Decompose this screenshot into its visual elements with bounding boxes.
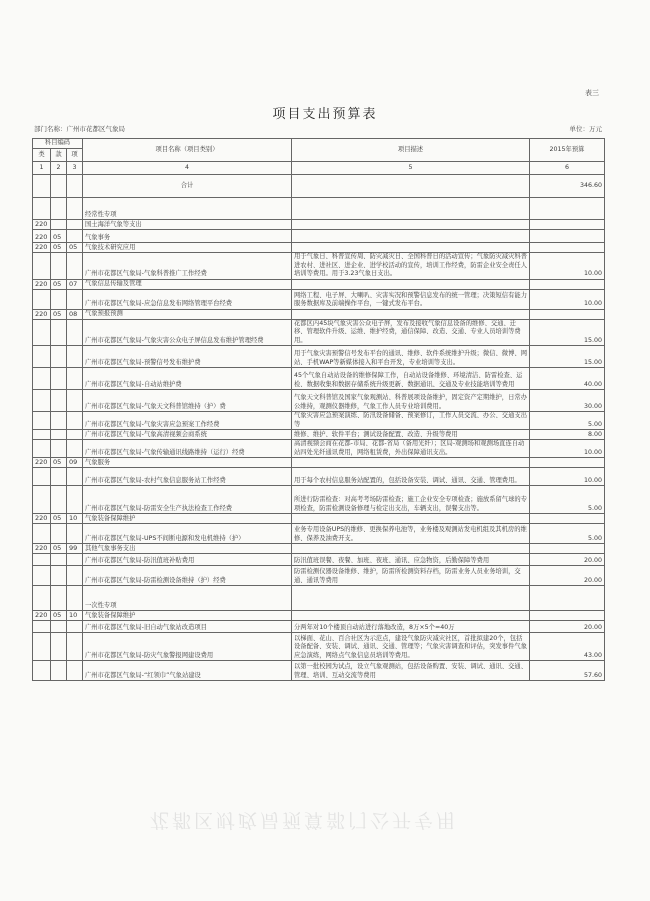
total-amount: 346.60 xyxy=(530,175,605,198)
project-amount xyxy=(530,309,605,319)
code-kuan xyxy=(51,430,67,440)
code-xiang xyxy=(67,661,83,681)
code-lei xyxy=(33,440,51,458)
project-description: 防雷检测仪器设备维修、维护，防雷所检测资料存档，防雷业务人员业务培训，交通、通讯等费用 xyxy=(292,566,530,586)
project-description: 业务专用设备UPS的维修、更换保养电池等，业务楼及观测站发电机组及其机房的维修、保养及油费开支。 xyxy=(292,524,530,544)
code-lei: 220 xyxy=(33,220,51,230)
category-row xyxy=(33,611,605,621)
project-row xyxy=(33,486,605,514)
project-name: 广州市花都区气象局-气象传输通讯线路维持（运行）经费 xyxy=(83,440,292,458)
code-xiang xyxy=(67,468,83,486)
project-amount: 5.00 xyxy=(530,486,605,514)
project-row xyxy=(33,430,605,440)
project-row xyxy=(33,566,605,586)
project-row xyxy=(33,468,605,486)
category-name: 气象服务 xyxy=(83,458,292,468)
code-kuan: 05 xyxy=(51,458,67,468)
code-lei: 220 xyxy=(33,309,51,319)
code-xiang xyxy=(67,253,83,280)
code-kuan xyxy=(51,468,67,486)
page-title: 项目支出预算表 xyxy=(272,107,378,122)
code-lei xyxy=(33,661,51,681)
project-description: 用于每个农村信息服务站配置的，包括设备安装、调试、通讯、交通、管理费用。 xyxy=(292,468,530,486)
code-kuan: 05 xyxy=(51,611,67,621)
project-amount: 30.00 xyxy=(530,390,605,412)
code-xiang xyxy=(67,586,83,611)
code-lei xyxy=(33,566,51,586)
index-cell: 2 xyxy=(51,162,67,175)
code-lei xyxy=(33,633,51,661)
category-name: 国土海洋气象等支出 xyxy=(83,220,292,230)
category-name: 一次性专项 xyxy=(83,586,292,611)
project-description xyxy=(292,230,530,243)
project-name: 广州市花都区气象局-应急信息发布网络管理平台经费 xyxy=(83,289,292,309)
code-kuan: 05 xyxy=(51,514,67,524)
code-kuan xyxy=(51,554,67,566)
category-name: 气象装备保障维护 xyxy=(83,611,292,621)
code-lei xyxy=(33,430,51,440)
project-amount xyxy=(530,586,605,611)
project-description: 用于气象日、科普宣传周、防灾减灾日、全国科普日的活动宣传；气象防灾减灾科普进农村、进社区、进企业、进学校活动的宣传，培训工作经费，防雷企业安全责任人培训等费用。用于3.23气象日支出。 xyxy=(292,253,530,280)
category-name: 气象装备保障维护 xyxy=(83,514,292,524)
category-name: 气象信息传输及管理 xyxy=(83,279,292,289)
project-name: 广州市花都区气象局-防雷检测设备维持（护）经费 xyxy=(83,566,292,586)
code-xiang xyxy=(67,566,83,586)
project-description: 45个气象自动站设备的维修保障工作，自动站设备维修、环境清洁、防雷检查、运检、数据收集和数据存储系统升级更新、数据通讯、交通及专业技能培训等费用 xyxy=(292,368,530,390)
index-cell: 1 xyxy=(33,162,51,175)
category-name: 气象事务 xyxy=(83,230,292,243)
category-row xyxy=(33,586,605,611)
code-kuan xyxy=(51,586,67,611)
code-lei: 220 xyxy=(33,544,51,554)
project-name: 广州市花都区气象局-气象灾害公众电子屏信息发布维护管理经费 xyxy=(83,319,292,346)
project-name: 广州市花都区气象局-防雷安全生产执法检查工作经费 xyxy=(83,486,292,514)
code-kuan xyxy=(51,621,67,633)
code-xiang: 09 xyxy=(67,458,83,468)
code-kuan xyxy=(51,440,67,458)
budget-table xyxy=(32,138,605,681)
category-row xyxy=(33,198,605,220)
project-amount xyxy=(530,279,605,289)
code-kuan: 05 xyxy=(51,309,67,319)
project-description: 用于气象灾害预警信号发布平台的通讯、维修、软件系统维护升级；微信、微博、网站、手机WAP等新媒体接入和平台开发，专业培训等支出。 xyxy=(292,346,530,368)
project-amount xyxy=(530,458,605,468)
project-row xyxy=(33,524,605,544)
code-xiang: 07 xyxy=(67,279,83,289)
code-xiang xyxy=(67,346,83,368)
project-amount: 57.60 xyxy=(530,661,605,681)
project-name: 广州市花都区气象局-气象高清视频会商系统 xyxy=(83,430,292,440)
project-name: 广州市花都区气象局-防汛值班补贴费用 xyxy=(83,554,292,566)
project-amount: 8.00 xyxy=(530,430,605,440)
header-name: 项目名称（项目类别） xyxy=(83,139,292,162)
project-description xyxy=(292,279,530,289)
code-kuan xyxy=(51,346,67,368)
corner-label: 表三 xyxy=(585,89,599,97)
project-description xyxy=(292,586,530,611)
project-row xyxy=(33,319,605,346)
project-name: 广州市花都区气象局-自动站维护费 xyxy=(83,368,292,390)
project-row xyxy=(33,661,605,681)
code-lei xyxy=(33,554,51,566)
code-kuan xyxy=(51,198,67,220)
code-kuan: 05 xyxy=(51,243,67,253)
project-description xyxy=(292,611,530,621)
code-xiang xyxy=(67,524,83,544)
project-amount: 20.00 xyxy=(530,554,605,566)
code-xiang xyxy=(67,319,83,346)
project-row xyxy=(33,621,605,633)
mirrored-watermark: 花都区财政局预算部门公开专用 xyxy=(150,809,459,831)
project-row xyxy=(33,412,605,430)
project-description xyxy=(292,309,530,319)
code-kuan xyxy=(51,253,67,280)
category-row xyxy=(33,279,605,289)
category-row xyxy=(33,458,605,468)
project-description: 气象灾害应急预案演练、防汛设备储备、预案修订，工作人员交流、办公、交通支出等 xyxy=(292,412,530,430)
code-lei: 220 xyxy=(33,611,51,621)
project-row xyxy=(33,289,605,309)
code-kuan xyxy=(51,412,67,430)
code-lei xyxy=(33,390,51,412)
project-description xyxy=(292,544,530,554)
category-row xyxy=(33,230,605,243)
project-description: 防汛值班误餐、夜餐、加班、夜班、通讯、应急物资，后勤保障等费用 xyxy=(292,554,530,566)
code-xiang xyxy=(67,633,83,661)
project-row xyxy=(33,390,605,412)
project-amount: 10.00 xyxy=(530,468,605,486)
code-kuan xyxy=(51,633,67,661)
project-name: 广州市花都区气象局-气象天文科普馆维持（护）费 xyxy=(83,390,292,412)
code-kuan: 05 xyxy=(51,279,67,289)
code-xiang: 05 xyxy=(67,243,83,253)
project-name: 广州市花都区气象局-旧自动气象站改造项目 xyxy=(83,621,292,633)
header-kuan: 款 xyxy=(51,149,67,162)
total-row xyxy=(33,175,605,198)
category-row xyxy=(33,544,605,554)
code-kuan xyxy=(51,390,67,412)
code-lei xyxy=(33,368,51,390)
project-amount xyxy=(530,514,605,524)
project-name: 广州市花都区气象局-防灾气象警报网建设费用 xyxy=(83,633,292,661)
code-kuan xyxy=(51,289,67,309)
code-lei: 220 xyxy=(33,279,51,289)
project-amount: 20.00 xyxy=(530,566,605,586)
code-lei: 220 xyxy=(33,243,51,253)
meta-row xyxy=(34,124,602,133)
project-amount: 5.00 xyxy=(530,524,605,544)
code-kuan: 05 xyxy=(51,230,67,243)
project-description: 网络工程、电子屏、大喇叭、灾害实况和预警信息发布的统一管理；决策短信有能力服务数据库及前端操作平台，一键式发布平台。 xyxy=(292,289,530,309)
header-desc: 项目描述 xyxy=(292,139,530,162)
project-row xyxy=(33,633,605,661)
code-xiang xyxy=(67,412,83,430)
code-lei xyxy=(33,198,51,220)
category-name: 其他气象事务支出 xyxy=(83,544,292,554)
project-description: 维修、维护、软件平台；测试设备配置、改造、升级等费用 xyxy=(292,430,530,440)
project-row xyxy=(33,554,605,566)
unit-label: 单位：万元 xyxy=(569,125,602,133)
project-amount: 20.00 xyxy=(530,621,605,633)
index-cell: 6 xyxy=(530,162,605,175)
index-cell: 5 xyxy=(292,162,530,175)
code-xiang xyxy=(67,486,83,514)
header-code-group: 科目编码 xyxy=(33,139,83,149)
code-lei xyxy=(33,524,51,544)
code-xiang xyxy=(67,621,83,633)
code-lei xyxy=(33,289,51,309)
code-lei xyxy=(33,621,51,633)
project-amount: 15.00 xyxy=(530,346,605,368)
code-kuan xyxy=(51,566,67,586)
project-description xyxy=(292,458,530,468)
code-xiang xyxy=(67,198,83,220)
code-lei: 220 xyxy=(33,230,51,243)
code-kuan xyxy=(51,486,67,514)
category-row xyxy=(33,220,605,230)
project-amount: 15.00 xyxy=(530,319,605,346)
project-name: 广州市花都区气象局-农村气象信息服务站工作经费 xyxy=(83,468,292,486)
code-kuan xyxy=(51,368,67,390)
index-cell: 3 xyxy=(67,162,83,175)
code-xiang xyxy=(67,289,83,309)
project-row xyxy=(33,368,605,390)
header-amount: 2015年预算 xyxy=(530,139,605,162)
project-amount xyxy=(530,544,605,554)
project-name: 广州市花都区气象局-气象灾害应急预案工作经费 xyxy=(83,412,292,430)
project-description: 气象天文科普馆及国家气象观测站、科普展项设备维护，固定资产定期维护，日常办公维持，观测仪器维修，气象工作人员专业培训费用。 xyxy=(292,390,530,412)
project-amount xyxy=(530,243,605,253)
project-name: 广州市花都区气象局-预警信号发布维护费 xyxy=(83,346,292,368)
code-xiang: 99 xyxy=(67,544,83,554)
code-xiang: 08 xyxy=(67,309,83,319)
category-name: 气象预报预测 xyxy=(83,309,292,319)
code-lei xyxy=(33,319,51,346)
code-xiang: 10 xyxy=(67,514,83,524)
code-xiang xyxy=(67,430,83,440)
project-row xyxy=(33,253,605,280)
code-kuan xyxy=(51,524,67,544)
code-lei xyxy=(33,468,51,486)
project-row xyxy=(33,440,605,458)
code-lei xyxy=(33,346,51,368)
project-description: 以梯面、花山、百合社区为示范点，建设气象防灾减灾社区，首批拟建20个，包括设备配备、安装、调试、通讯、交通、管理等；气象灾害调查和评估，突发事件气象应急演练，网络点气象信息员培训等费用。 xyxy=(292,633,530,661)
project-row xyxy=(33,346,605,368)
project-amount: 10.00 xyxy=(530,253,605,280)
code-xiang xyxy=(67,390,83,412)
header-lei: 类 xyxy=(33,149,51,162)
category-row xyxy=(33,514,605,524)
category-row xyxy=(33,309,605,319)
project-amount: 5.00 xyxy=(530,412,605,430)
project-description: 分两年对10个楼顶自动站进行落地改造，8万×5个=40万 xyxy=(292,621,530,633)
code-lei xyxy=(33,586,51,611)
project-name: 广州市花都区气象局-“红领巾”气象站建设 xyxy=(83,661,292,681)
code-lei: 220 xyxy=(33,458,51,468)
budget-body xyxy=(33,175,605,681)
project-description xyxy=(292,198,530,220)
code-xiang: 10 xyxy=(67,611,83,621)
project-description xyxy=(292,514,530,524)
department-name: 部门名称：广州市花都区气象局 xyxy=(34,125,125,133)
project-description xyxy=(292,243,530,253)
header-xiang: 项 xyxy=(67,149,83,162)
project-amount: 10.00 xyxy=(530,440,605,458)
project-description: 所进行防雷检查：对高考考场防雷检查；施工企业安全专项检查；施放系留气球的专项检查，防雷检测设备修理与检定出支出，车辆支出，误餐支出等。 xyxy=(292,486,530,514)
project-description: 以第一批校园为试点，设立气象观测站，包括设备购置、安装、调试、通讯、交通、管理、培训、互动交流等费用 xyxy=(292,661,530,681)
project-description xyxy=(292,220,530,230)
code-lei xyxy=(33,412,51,430)
code-xiang xyxy=(67,220,83,230)
category-row xyxy=(33,243,605,253)
project-amount: 10.00 xyxy=(530,289,605,309)
code-xiang xyxy=(67,554,83,566)
project-amount xyxy=(530,220,605,230)
code-lei xyxy=(33,486,51,514)
project-amount xyxy=(530,230,605,243)
project-amount: 40.00 xyxy=(530,368,605,390)
total-label: 合计 xyxy=(83,175,292,198)
project-amount: 43.00 xyxy=(530,633,605,661)
code-kuan xyxy=(51,319,67,346)
project-description: 花都区内45块气象灾害公众电子屏，发布及接收气象信息设备的维修、交通、迁移、管理软件升级、运维、维护经费，通信保障、改造、交通、专业人员培训等费用。 xyxy=(292,319,530,346)
project-name: 广州市花都区气象局-气象科普推广工作经费 xyxy=(83,253,292,280)
code-xiang xyxy=(67,230,83,243)
project-amount xyxy=(530,611,605,621)
category-name: 经常性专项 xyxy=(83,198,292,220)
project-amount xyxy=(530,198,605,220)
code-xiang xyxy=(67,368,83,390)
code-kuan xyxy=(51,220,67,230)
project-name: 广州市花都区气象局-UPS不间断电源和发电机维持（护） xyxy=(83,524,292,544)
code-kuan xyxy=(51,661,67,681)
code-lei: 220 xyxy=(33,514,51,524)
category-name: 气象技术研究应用 xyxy=(83,243,292,253)
code-xiang xyxy=(67,440,83,458)
code-lei xyxy=(33,253,51,280)
code-kuan: 05 xyxy=(51,544,67,554)
project-description: 高清视频会商在花都-市局、花都-省局（备用光纤）；区局-观测场和观测场直连自动站四处光纤通讯费用，网络租赁费，外出保障通讯支出。 xyxy=(292,440,530,458)
index-cell: 4 xyxy=(83,162,292,175)
